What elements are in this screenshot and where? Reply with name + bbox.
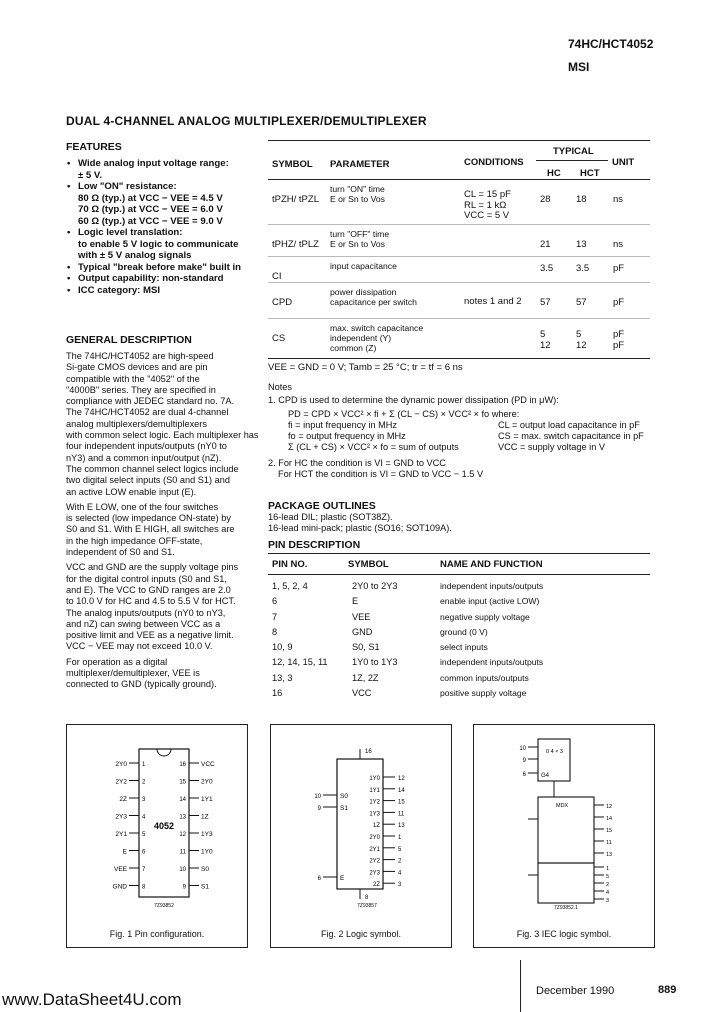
note-2b: For HCT the condition is VI = GND to VCC − 1.5 V <box>278 469 484 480</box>
typ-param <box>330 287 417 307</box>
note-def: fo = output frequency in MHz <box>288 431 406 442</box>
control-input-num: 9 <box>522 758 526 764</box>
typ-hct-value: 13 <box>576 239 587 250</box>
typ-param-line: power dissipation <box>330 287 397 297</box>
pin-name: select inputs <box>440 642 488 653</box>
general-line: The 74HC/HCT4052 are high-speed <box>66 351 214 361</box>
feature-item: 70 Ω (typ.) at VCC − VEE = 6.0 V <box>78 204 223 215</box>
pin-row <box>268 642 650 657</box>
typ-symbol: tPHZ/ tPLZ <box>272 239 319 250</box>
typ-row <box>268 224 650 257</box>
mux-output-num: 5 <box>606 874 610 880</box>
general-line: For operation as a digital <box>66 656 168 667</box>
typ-hc <box>540 297 551 308</box>
features-heading: FEATURES <box>66 141 122 153</box>
output-label: 1Y1 <box>369 787 380 794</box>
typ-unit-value: pF <box>613 329 625 340</box>
general-p3 <box>66 502 261 558</box>
typ-param-line: E or Sn to Vos <box>330 239 385 249</box>
input-num: 6 <box>317 876 321 882</box>
general-line: compliance with JEDEC standard no. 7A. <box>66 396 235 407</box>
typical-table <box>268 140 650 373</box>
pin-no: 1, 5, 2, 4 <box>272 581 308 591</box>
typ-unit <box>613 329 624 351</box>
typ-cond <box>464 190 511 222</box>
general-line: with common select logic. Each multiplexer has <box>66 430 259 441</box>
pin-label-right: 1Y3 <box>201 831 213 838</box>
pin-label-right: 1Y1 <box>201 796 213 803</box>
typ-symbol: CPD <box>272 297 293 308</box>
pin-num-left: 7 <box>142 867 146 873</box>
typ-unit <box>613 239 623 250</box>
pin-symbol: VEE <box>352 611 371 622</box>
features-list <box>66 158 266 296</box>
input-label: E <box>340 875 345 882</box>
general-line: With E LOW, one of the four switches <box>66 501 219 512</box>
typ-hct-value: 18 <box>576 194 587 205</box>
pin-symbol: 1Z, 2Z <box>352 672 379 683</box>
mux-output-num: 11 <box>606 840 612 846</box>
page-title: DUAL 4-CHANNEL ANALOG MULTIPLEXER/DEMULTIPLEXER <box>66 114 427 128</box>
pin-num-right: 14 <box>179 797 186 803</box>
feature-item: • Typical "break before make" built in <box>66 262 266 274</box>
note-def: Σ (CL + CS) × VCC² × fo = sum of outputs <box>288 442 459 453</box>
typ-cond-line: notes 1 and 2 <box>464 296 522 307</box>
table-footnote: VEE = GND = 0 V; Tamb = 25 °C; tr = tf = 6 ns <box>268 362 463 373</box>
pin-label-left: 2Y0 <box>115 761 127 768</box>
iec-logic-symbol-diagram <box>474 725 654 925</box>
logic-symbol-diagram <box>271 725 451 925</box>
general-line: compatible with the "4052" of the <box>66 373 200 384</box>
general-line: nY3) and a common input/output (nZ). <box>66 452 222 463</box>
figure-3 <box>473 724 655 948</box>
pin-row <box>268 581 650 596</box>
typ-row <box>268 282 650 319</box>
output-num: 15 <box>398 799 405 806</box>
control-frac: 0 4 × 3 <box>546 749 563 755</box>
mux-output-num: 12 <box>606 804 613 810</box>
pin-no: 12, 14, 15, 11 <box>272 657 328 668</box>
pin-symbol: S0, S1 <box>352 642 380 653</box>
pin-num-left: 3 <box>142 797 146 803</box>
typ-param <box>330 261 397 271</box>
general-line: is selected (low impedance ON-state) by <box>66 513 231 524</box>
note-defs-left <box>288 420 498 454</box>
general-line: in the high impedance OFF-state, <box>66 535 203 546</box>
feature-item: • Low "ON" resistance: <box>66 181 266 193</box>
general-line: The 74HC/HCT4052 are dual 4-channel <box>66 407 229 418</box>
package-line: 16-lead mini-pack; plastic (SO16; SOT109A). <box>268 523 452 534</box>
general-line: The common channel select logics include <box>66 463 239 474</box>
pin-name: positive supply voltage <box>440 688 527 699</box>
typ-hc <box>540 263 553 274</box>
note-def: CL = output load capacitance in pF <box>498 419 640 430</box>
typ-hc-value: 5 <box>540 329 546 340</box>
pin-symbol: 2Y0 to 2Y3 <box>352 581 398 591</box>
typ-unit <box>613 297 624 308</box>
figure-3-caption: Fig. 3 IEC logic symbol. <box>516 929 612 939</box>
pin-num-left: 1 <box>142 762 146 768</box>
pin-no: 13, 3 <box>272 672 293 683</box>
col-unit: UNIT <box>612 157 635 168</box>
feature-item: • Logic level translation: <box>66 227 266 239</box>
control-g: G4 <box>541 773 550 779</box>
pin-num-right: 13 <box>179 814 186 821</box>
feature-item: • Wide analog input voltage range: <box>66 158 266 170</box>
typ-param-line: common (Z) <box>330 343 377 353</box>
general-p1 <box>66 351 261 407</box>
note-defs-right <box>498 420 644 454</box>
pin-no: 10, 9 <box>272 642 293 653</box>
pin-label-right: VCC <box>201 761 215 768</box>
typ-hc <box>540 239 551 250</box>
pin-name: common inputs/outputs <box>440 672 529 683</box>
pin-label-left: 2Z <box>119 796 127 803</box>
output-label: 2Y0 <box>369 835 380 841</box>
pin-label-right: 2Y0 <box>201 778 213 786</box>
pin-no: 16 <box>272 688 283 699</box>
pin-name: ground (0 V) <box>440 626 488 637</box>
pin-label-left: 2Y1 <box>115 831 127 838</box>
chip-label: 4052 <box>153 821 175 831</box>
figure-2 <box>270 724 452 948</box>
input-label: S0 <box>340 793 348 800</box>
pin-name: independent inputs/outputs <box>440 657 544 668</box>
mux-output-num: 1 <box>606 866 610 872</box>
general-line: to 10.0 V for HC and 4.5 to 5.5 V for HCT. <box>66 596 236 607</box>
pin-label-right: S1 <box>201 883 209 891</box>
pin-symbol: E <box>352 596 359 607</box>
mux-output-num: 15 <box>606 828 613 834</box>
col-conditions: CONDITIONS <box>464 157 524 168</box>
mux-output-num: 14 <box>606 816 613 822</box>
mux-output-num: 13 <box>606 852 613 858</box>
pin-no: 7 <box>272 611 278 622</box>
pin-label-left: VEE <box>113 866 127 873</box>
pin-col-no: PIN NO. <box>272 559 308 570</box>
output-num: 14 <box>398 787 405 794</box>
figure-1-caption: Fig. 1 Pin configuration. <box>109 929 205 939</box>
general-line: independent of S0 and S1. <box>66 547 175 558</box>
typ-unit <box>613 194 623 205</box>
footer-date: December 1990 <box>536 985 615 997</box>
col-hc: HC <box>547 168 561 179</box>
typ-param-line: turn "ON" time <box>330 184 385 194</box>
pin-row <box>268 612 650 627</box>
mux-block-2 <box>538 863 594 903</box>
typ-row <box>268 180 650 224</box>
feature-item: to enable 5 V logic to communicate <box>78 238 239 250</box>
pin-row <box>268 627 650 642</box>
feature-item: ± 5 V. <box>78 169 103 181</box>
pin-name: independent inputs/outputs <box>440 581 544 591</box>
input-label: S1 <box>340 805 348 812</box>
mux-output-num: 3 <box>606 898 610 904</box>
pin-num-right: 16 <box>179 762 186 768</box>
general-line: and E). The VCC to GND ranges are 2.0 <box>66 584 231 595</box>
output-num: 11 <box>398 811 405 818</box>
input-num: 10 <box>314 794 321 800</box>
pin-num-right: 9 <box>182 884 186 891</box>
figure-code: 7Z93852 <box>154 903 174 909</box>
notes-heading: Notes <box>268 382 293 392</box>
general-description <box>66 351 261 691</box>
pin-symbol: GND <box>352 626 373 637</box>
general-line: and nZ) can swing between VCC as a <box>66 618 221 629</box>
typ-hc-value: 28 <box>540 194 551 205</box>
mux-output-num: 2 <box>606 882 610 888</box>
pin-label-left: GND <box>112 883 127 891</box>
typ-hct-value: 5 <box>576 329 582 340</box>
general-line: "4000B" series. They are specified in <box>66 384 216 395</box>
pin-num-left: 5 <box>142 832 146 838</box>
general-line: multiplexer/demultiplexer, VEE is <box>66 668 200 679</box>
mux-output-num: 4 <box>606 890 610 896</box>
typ-hct <box>576 263 589 274</box>
typ-param <box>330 323 423 353</box>
package-line: 16-lead DIL; plastic (SOT38Z). <box>268 512 393 522</box>
pin-col-name: NAME AND FUNCTION <box>440 559 543 570</box>
output-label: 1Y3 <box>369 811 380 818</box>
typ-cond-line: VCC = 5 V <box>464 210 510 221</box>
pin-name: enable input (active LOW) <box>440 596 540 607</box>
pin-num-left: 6 <box>142 849 146 856</box>
output-num: 4 <box>398 870 402 877</box>
pin-num-bottom: 8 <box>365 895 369 901</box>
page-number: 889 <box>658 984 677 996</box>
general-line: VCC and GND are the supply voltage pins <box>66 562 239 573</box>
general-line: connected to GND (typically ground). <box>66 679 217 690</box>
pin-num-top: 16 <box>365 749 372 755</box>
output-num: 12 <box>398 776 405 782</box>
typ-hct-value: 12 <box>576 340 587 351</box>
pin-no: 8 <box>272 626 278 637</box>
typ-param <box>330 184 385 204</box>
general-line: S0 and S1. With E HIGH, all switches are <box>66 524 235 535</box>
figure-1 <box>66 724 248 948</box>
pin-row <box>268 657 650 672</box>
typ-symbol: CS <box>272 333 286 344</box>
output-label: 2Y3 <box>369 870 380 877</box>
pin-configuration-diagram <box>67 725 247 925</box>
typ-row <box>268 318 650 359</box>
note-def: CS = max. switch capacitance in pF <box>498 431 644 442</box>
typ-hct <box>576 239 587 250</box>
feature-item: 60 Ω (typ.) at VCC − VEE = 9.0 V <box>78 215 223 227</box>
pin-row <box>268 673 650 688</box>
package-lines <box>268 512 452 535</box>
note-def: fi = input frequency in MHz <box>288 419 398 430</box>
output-label: 2Z <box>372 882 380 889</box>
typ-hct <box>576 329 587 351</box>
pin-label-left: E <box>122 848 127 856</box>
pin-label-right: 1Y0 <box>201 848 213 856</box>
typ-param-line: independent (Y) <box>330 333 392 343</box>
output-label: 1Y0 <box>369 776 380 782</box>
output-num: 13 <box>398 823 405 830</box>
feature-item: with ± 5 V analog signals <box>78 250 192 261</box>
pin-label-left: 2Y3 <box>115 813 127 821</box>
pins-heading: PIN DESCRIPTION <box>268 539 361 551</box>
typ-unit-value: ns <box>613 239 624 250</box>
general-heading: GENERAL DESCRIPTION <box>66 334 192 346</box>
general-line: Si-gate CMOS devices and are pin <box>66 362 208 373</box>
figure-2-caption: Fig. 2 Logic symbol. <box>320 929 402 939</box>
general-line: analog multiplexers/demultiplexers <box>66 418 207 429</box>
typ-param-line: input capacitance <box>330 261 397 271</box>
pin-row <box>268 688 650 703</box>
output-num: 2 <box>398 858 402 865</box>
pin-name: negative supply voltage <box>440 611 530 622</box>
watermark-link[interactable]: www.DataSheet4U.com <box>2 990 182 1009</box>
typ-hct-value: 57 <box>576 297 587 308</box>
note-formula: PD = CPD × VCC² × fi + Σ (CL − CS) × VCC² × fo where: <box>288 408 520 419</box>
typ-hct <box>576 194 587 205</box>
general-line: for the digital control inputs (S0 and S1, <box>66 573 227 584</box>
general-line: positive limit and VEE as a negative limit. <box>66 630 234 641</box>
general-line: VCC − VEE may not exceed 10.0 V. <box>66 641 213 652</box>
output-num: 1 <box>398 835 402 841</box>
output-num: 3 <box>398 882 402 889</box>
typ-param-line: capacitance per switch <box>330 297 417 307</box>
pin-num-right: 12 <box>179 832 186 838</box>
pin-row <box>268 596 650 611</box>
general-line: two digital select inputs (S0 and S1) and <box>66 475 230 486</box>
pin-symbol: VCC <box>352 688 372 699</box>
typ-hc <box>540 194 551 205</box>
typ-hc-value: 12 <box>540 340 551 351</box>
pin-num-left: 4 <box>142 814 146 821</box>
col-hct: HCT <box>580 168 600 179</box>
pin-symbol: 1Y0 to 1Y3 <box>352 657 398 668</box>
note-2a: 2. For HC the condition is VI = GND to VCC <box>268 457 446 468</box>
general-p4 <box>66 562 261 652</box>
pin-label-right: S0 <box>201 866 209 873</box>
typ-hc-value: 3.5 <box>540 263 554 274</box>
mux-label: MDX <box>556 803 569 809</box>
input-num: 9 <box>317 806 321 812</box>
notes-block <box>268 382 658 480</box>
col-symbol: SYMBOL <box>272 159 313 170</box>
pin-label-right: 1Z <box>201 813 209 821</box>
output-label: 1Y2 <box>369 799 380 806</box>
feature-item: 80 Ω (typ.) at VCC − VEE = 4.5 V <box>78 192 223 204</box>
typ-hc-value: 21 <box>540 239 551 250</box>
feature-item: • Output capability: non-standard <box>66 273 266 285</box>
device-class: MSI <box>568 60 590 74</box>
pin-num-left: 2 <box>142 779 146 786</box>
figure-code: 7Z93852.1 <box>554 905 578 911</box>
pin-table <box>268 553 650 703</box>
typ-hct-value: 3.5 <box>576 263 590 274</box>
typ-param-line: E or Sn to Vos <box>330 194 385 204</box>
note-def: VCC = supply voltage in V <box>498 442 605 453</box>
pin-num-right: 11 <box>179 849 186 856</box>
general-p5 <box>66 657 261 691</box>
control-input-num: 10 <box>519 746 526 752</box>
output-label: 1Z <box>372 823 380 830</box>
pin-label-left: 2Y2 <box>115 778 127 786</box>
typ-hc-value: 57 <box>540 297 551 308</box>
typ-symbol: CI <box>272 271 282 282</box>
figure-code: 7Z93857 <box>357 903 377 909</box>
typ-unit-value: pF <box>613 340 625 351</box>
feature-item: • ICC category: MSI <box>66 285 266 297</box>
output-num: 5 <box>398 846 402 853</box>
output-label: 2Y1 <box>369 846 380 853</box>
typ-unit-value: pF <box>613 263 625 274</box>
typ-unit-value: pF <box>613 297 625 308</box>
pin-num-right: 10 <box>179 867 186 873</box>
general-line: four independent inputs/outputs (nY0 to <box>66 441 227 452</box>
typ-param <box>330 229 389 249</box>
typ-symbol: tPZH/ tPZL <box>272 194 319 205</box>
col-typical: TYPICAL <box>553 146 594 157</box>
typ-hc <box>540 329 551 351</box>
typ-hct <box>576 297 587 308</box>
typ-cond-line: CL = 15 pF <box>464 189 511 200</box>
note-1: 1. CPD is used to determine the dynamic power dissipation (PD in μW): <box>268 395 559 406</box>
typ-unit-value: ns <box>613 194 624 205</box>
chip-notch <box>157 749 171 756</box>
pin-num-right: 15 <box>179 779 186 786</box>
typ-unit <box>613 263 624 274</box>
pin-no: 6 <box>272 596 278 607</box>
typ-cond-line: RL = 1 kΩ <box>464 199 507 211</box>
package-heading: PACKAGE OUTLINES <box>268 500 376 512</box>
general-p2 <box>66 407 261 497</box>
control-input-num: 6 <box>522 772 526 778</box>
col-parameter: PARAMETER <box>330 159 390 170</box>
pin-num-left: 8 <box>142 884 146 891</box>
general-line: an active LOW enable input (E). <box>66 486 197 497</box>
typ-row <box>268 256 650 283</box>
output-label: 2Y2 <box>369 858 380 865</box>
general-line: The analog inputs/outputs (nY0 to nY3, <box>66 607 226 618</box>
pin-col-symbol: SYMBOL <box>348 559 389 570</box>
typ-cond <box>464 297 522 308</box>
part-number: 74HC/HCT4052 <box>568 37 654 51</box>
typ-param-line: turn "OFF" time <box>330 229 390 239</box>
typ-param-line: max. switch capacitance <box>330 323 424 333</box>
